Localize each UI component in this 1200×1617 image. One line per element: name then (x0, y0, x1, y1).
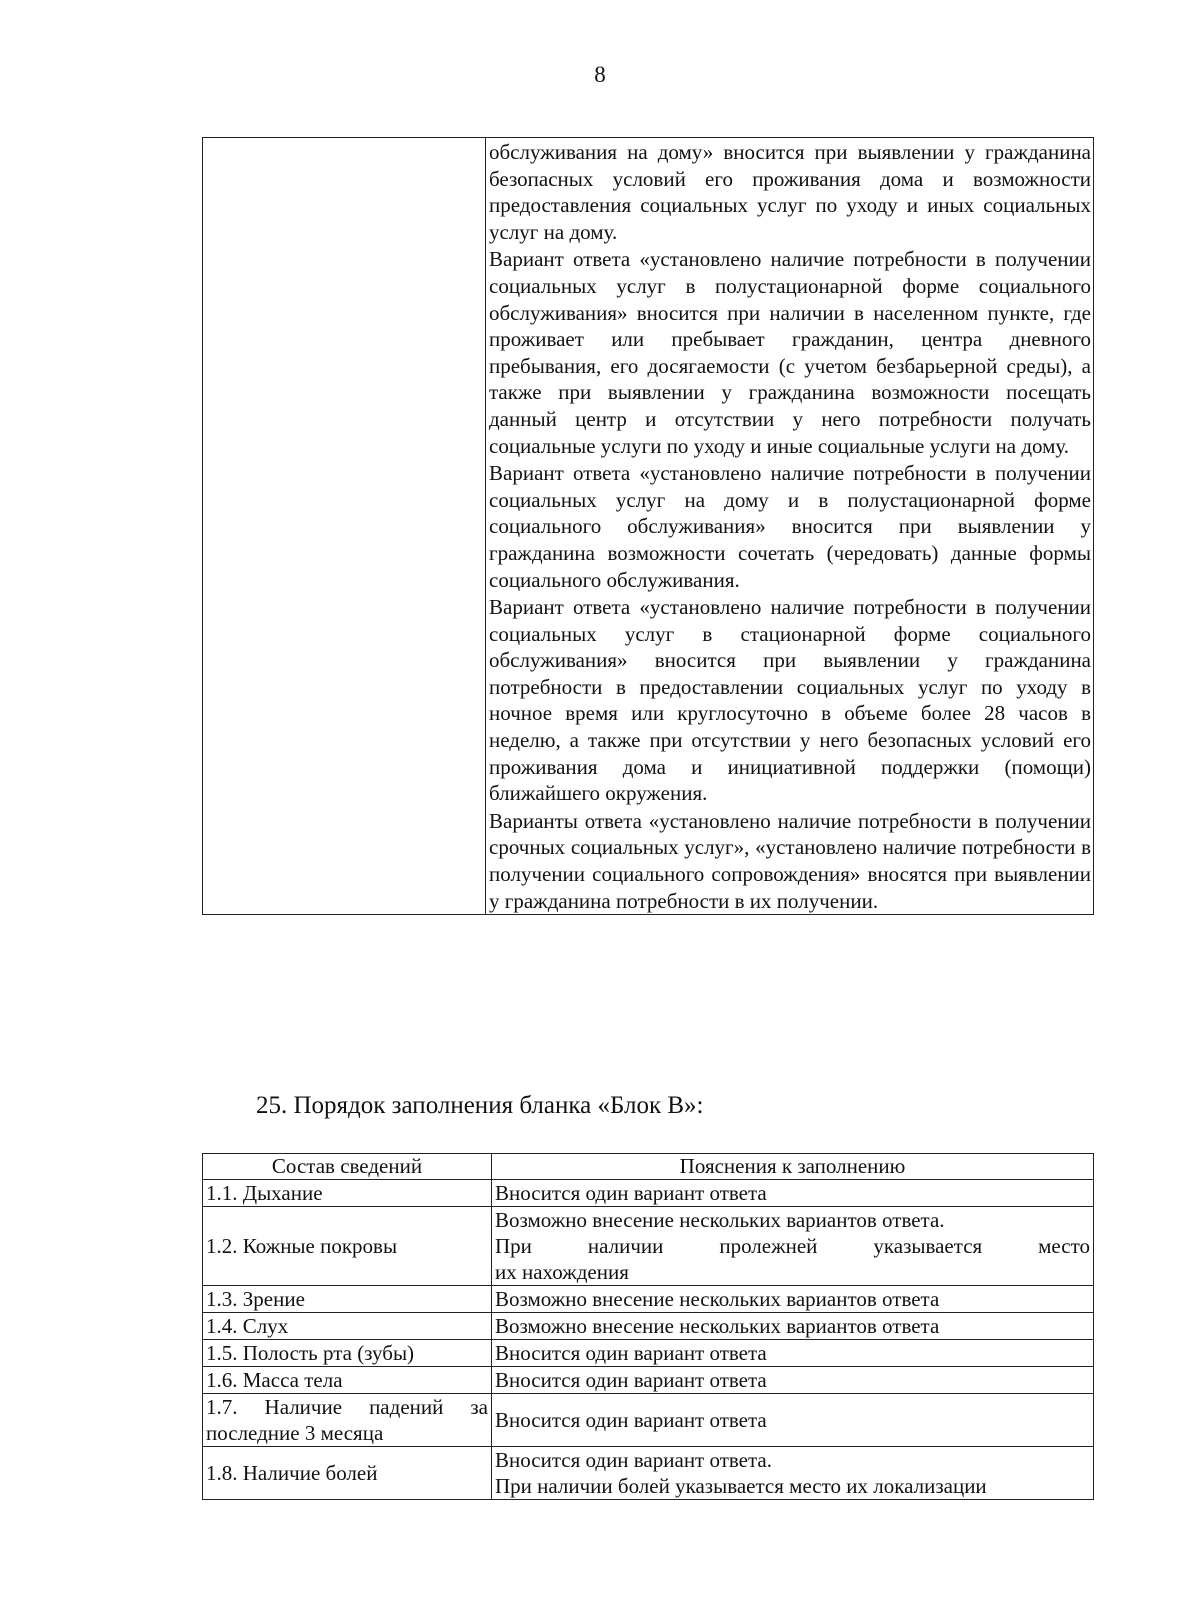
explanation-line: Вносится один вариант ответа (495, 1368, 767, 1392)
section-heading: 25. Порядок заполнения бланка «Блок В»: (256, 1092, 704, 1119)
table-row (203, 1367, 1094, 1394)
continuation-table (202, 137, 1094, 915)
row-label: 1.2. Кожные покровы (203, 1207, 492, 1286)
row-label: 1.1. Дыхание (203, 1180, 492, 1207)
explanation-line: При наличии болей указывается место их локализации (495, 1474, 987, 1498)
paragraph-home-service: обслуживания на дому» вносится при выявлении у гражданина безопасных условий его проживания дома и возможности предоставления социальных услуг по уходу и иных социальных услуг на дому. (489, 140, 1091, 244)
table-row (203, 1394, 1094, 1447)
table-row (203, 1207, 1094, 1286)
explanation-line: Вносится один вариант ответа (495, 1181, 767, 1205)
explanation-line: Возможно внесение нескольких вариантов ответа (495, 1314, 940, 1338)
row-explanation (492, 1394, 1094, 1447)
paragraph-semi-stationary: Вариант ответа «установлено наличие потребности в получении социальных услуг в полустационарной форме социального обслуживания» вносится при наличии в населенном пункте, где проживает или пребывает гражданин, центра дневного пребывания, его досягаемости (с учетом безбарьерной среды), а также при выявлении у гражданина возможности посещать данный центр и отсутствии у него потребности получать социальные услуги по уходу и иные социальные услуги на дому. (489, 247, 1091, 458)
table-row (203, 1340, 1094, 1367)
paragraph-combined: Вариант ответа «установлено наличие потребности в получении социальных услуг на дому и в полустационарной форме социального обслуживания» вносится при выявлении у гражданина возможности сочетать (чередовать) данные формы социального обслуживания. (489, 461, 1091, 592)
row-label: 1.3. Зрение (203, 1286, 492, 1313)
explanation-line: Вносится один вариант ответа (495, 1341, 767, 1365)
row-label: 1.5. Полость рта (зубы) (203, 1340, 492, 1367)
row-label: 1.7. Наличие падений за последние 3 месяца (203, 1394, 492, 1447)
explanation-line: Вносится один вариант ответа. (495, 1448, 772, 1472)
header-composition: Состав сведений (203, 1154, 492, 1180)
page-number: 8 (594, 62, 606, 87)
explanation-line: При наличии пролежней указывается место (495, 1234, 1090, 1258)
row-explanation (492, 1286, 1094, 1313)
row-explanation (492, 1313, 1094, 1340)
table-row (203, 1313, 1094, 1340)
table-row (203, 138, 1094, 915)
explanation-line: Вносится один вариант ответа (495, 1408, 767, 1432)
row-explanation (492, 1447, 1094, 1500)
row-explanation (492, 1367, 1094, 1394)
row-label: 1.6. Масса тела (203, 1367, 492, 1394)
row-label: 1.4. Слух (203, 1313, 492, 1340)
table-row (203, 1447, 1094, 1500)
explanation-cell (486, 138, 1094, 915)
paragraph-urgent: Варианты ответа «установлено наличие потребности в получении срочных социальных услуг», «установлено наличие потребности в получении социального сопровождения» вносятся при выявлении у гражданина потребности в их получении. (489, 808, 1091, 913)
row-explanation (492, 1340, 1094, 1367)
table-row (203, 1286, 1094, 1313)
row-explanation (492, 1180, 1094, 1207)
explanation-line: Возможно внесение нескольких вариантов ответа. (495, 1208, 945, 1232)
block-v-table (202, 1153, 1094, 1500)
header-explanation: Пояснения к заполнению (492, 1154, 1094, 1180)
paragraph-stationary: Вариант ответа «установлено наличие потребности в получении социальных услуг в стационарной форме социального обслуживания» вносится при выявлении у гражданина потребности в предоставлении социальных услуг по уходу в ночное время или круглосуточно в объеме более 28 часов в неделю, а также при отсутствии у него безопасных условий его проживания дома и инициативной поддержки (помощи) ближайшего окружения. (489, 595, 1091, 806)
row-label: 1.8. Наличие болей (203, 1447, 492, 1500)
explanation-line: их нахождения (495, 1260, 629, 1284)
table-row (203, 1180, 1094, 1207)
row-explanation (492, 1207, 1094, 1286)
table-header-row (203, 1154, 1094, 1180)
explanation-line: Возможно внесение нескольких вариантов ответа (495, 1287, 940, 1311)
empty-cell (203, 138, 486, 915)
